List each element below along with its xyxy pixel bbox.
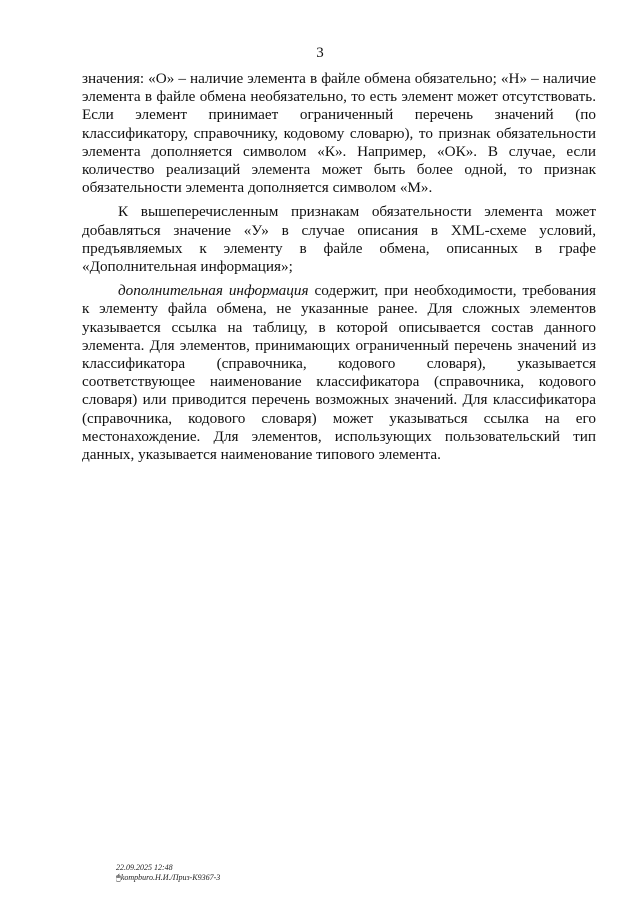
term-additional-info: дополнительная информация (118, 282, 309, 300)
paragraph-additional-info (82, 282, 596, 464)
footer-path-line (116, 873, 220, 883)
paragraph-conditional-value: К вышеперечисленным признакам обязательности элемента может добавляться значение «У» в случае описания в XML-схеме условий, предъявляемых к элементу в файле обмена, описанных в графе «Дополнительная информация»; (82, 203, 596, 276)
footer-path: kompburo.Н.И./Приз-К9367-3 (120, 873, 221, 882)
computer-icon: 🖱 (116, 873, 121, 882)
additional-info-description: содержит, при необходимости, требования к элементу файла обмена, не указанные ранее. Для сложных элементов указывается ссылка на таблицу, в которой описывается состав данного элемента. Для элементов, принимающих ограниченный перечень значений из классификатора (справочника, кодового словаря), указывается соответствующее наименование классификатора (справочника, кодового словаря) или приводится перечень возможных значений. Для классификатора (справочника, кодового словаря) может указываться ссылка на его местонахождение. Для элементов, использующих пользовательский тип данных, указывается наименование типового элемента. (82, 282, 596, 464)
footer-timestamp: 22.09.2025 12:48 (116, 863, 173, 872)
document-footer (116, 863, 220, 883)
document-body (82, 70, 596, 464)
page-number: 3 (316, 45, 324, 61)
paragraph-obligation-values: значения: «О» – наличие элемента в файле обмена обязательно; «Н» – наличие элемента в файле обмена необязательно, то есть элемент может отсутствовать. Если элемент принимает ограниченный перечень значений (по классификатору, справочнику, кодовому словарю), то признак обязательности элемента дополняется символом «К». Например, «ОК». В случае, если количество реализаций элемента может быть более одной, то признак обязательности элемента дополняется символом «М». (82, 70, 596, 197)
